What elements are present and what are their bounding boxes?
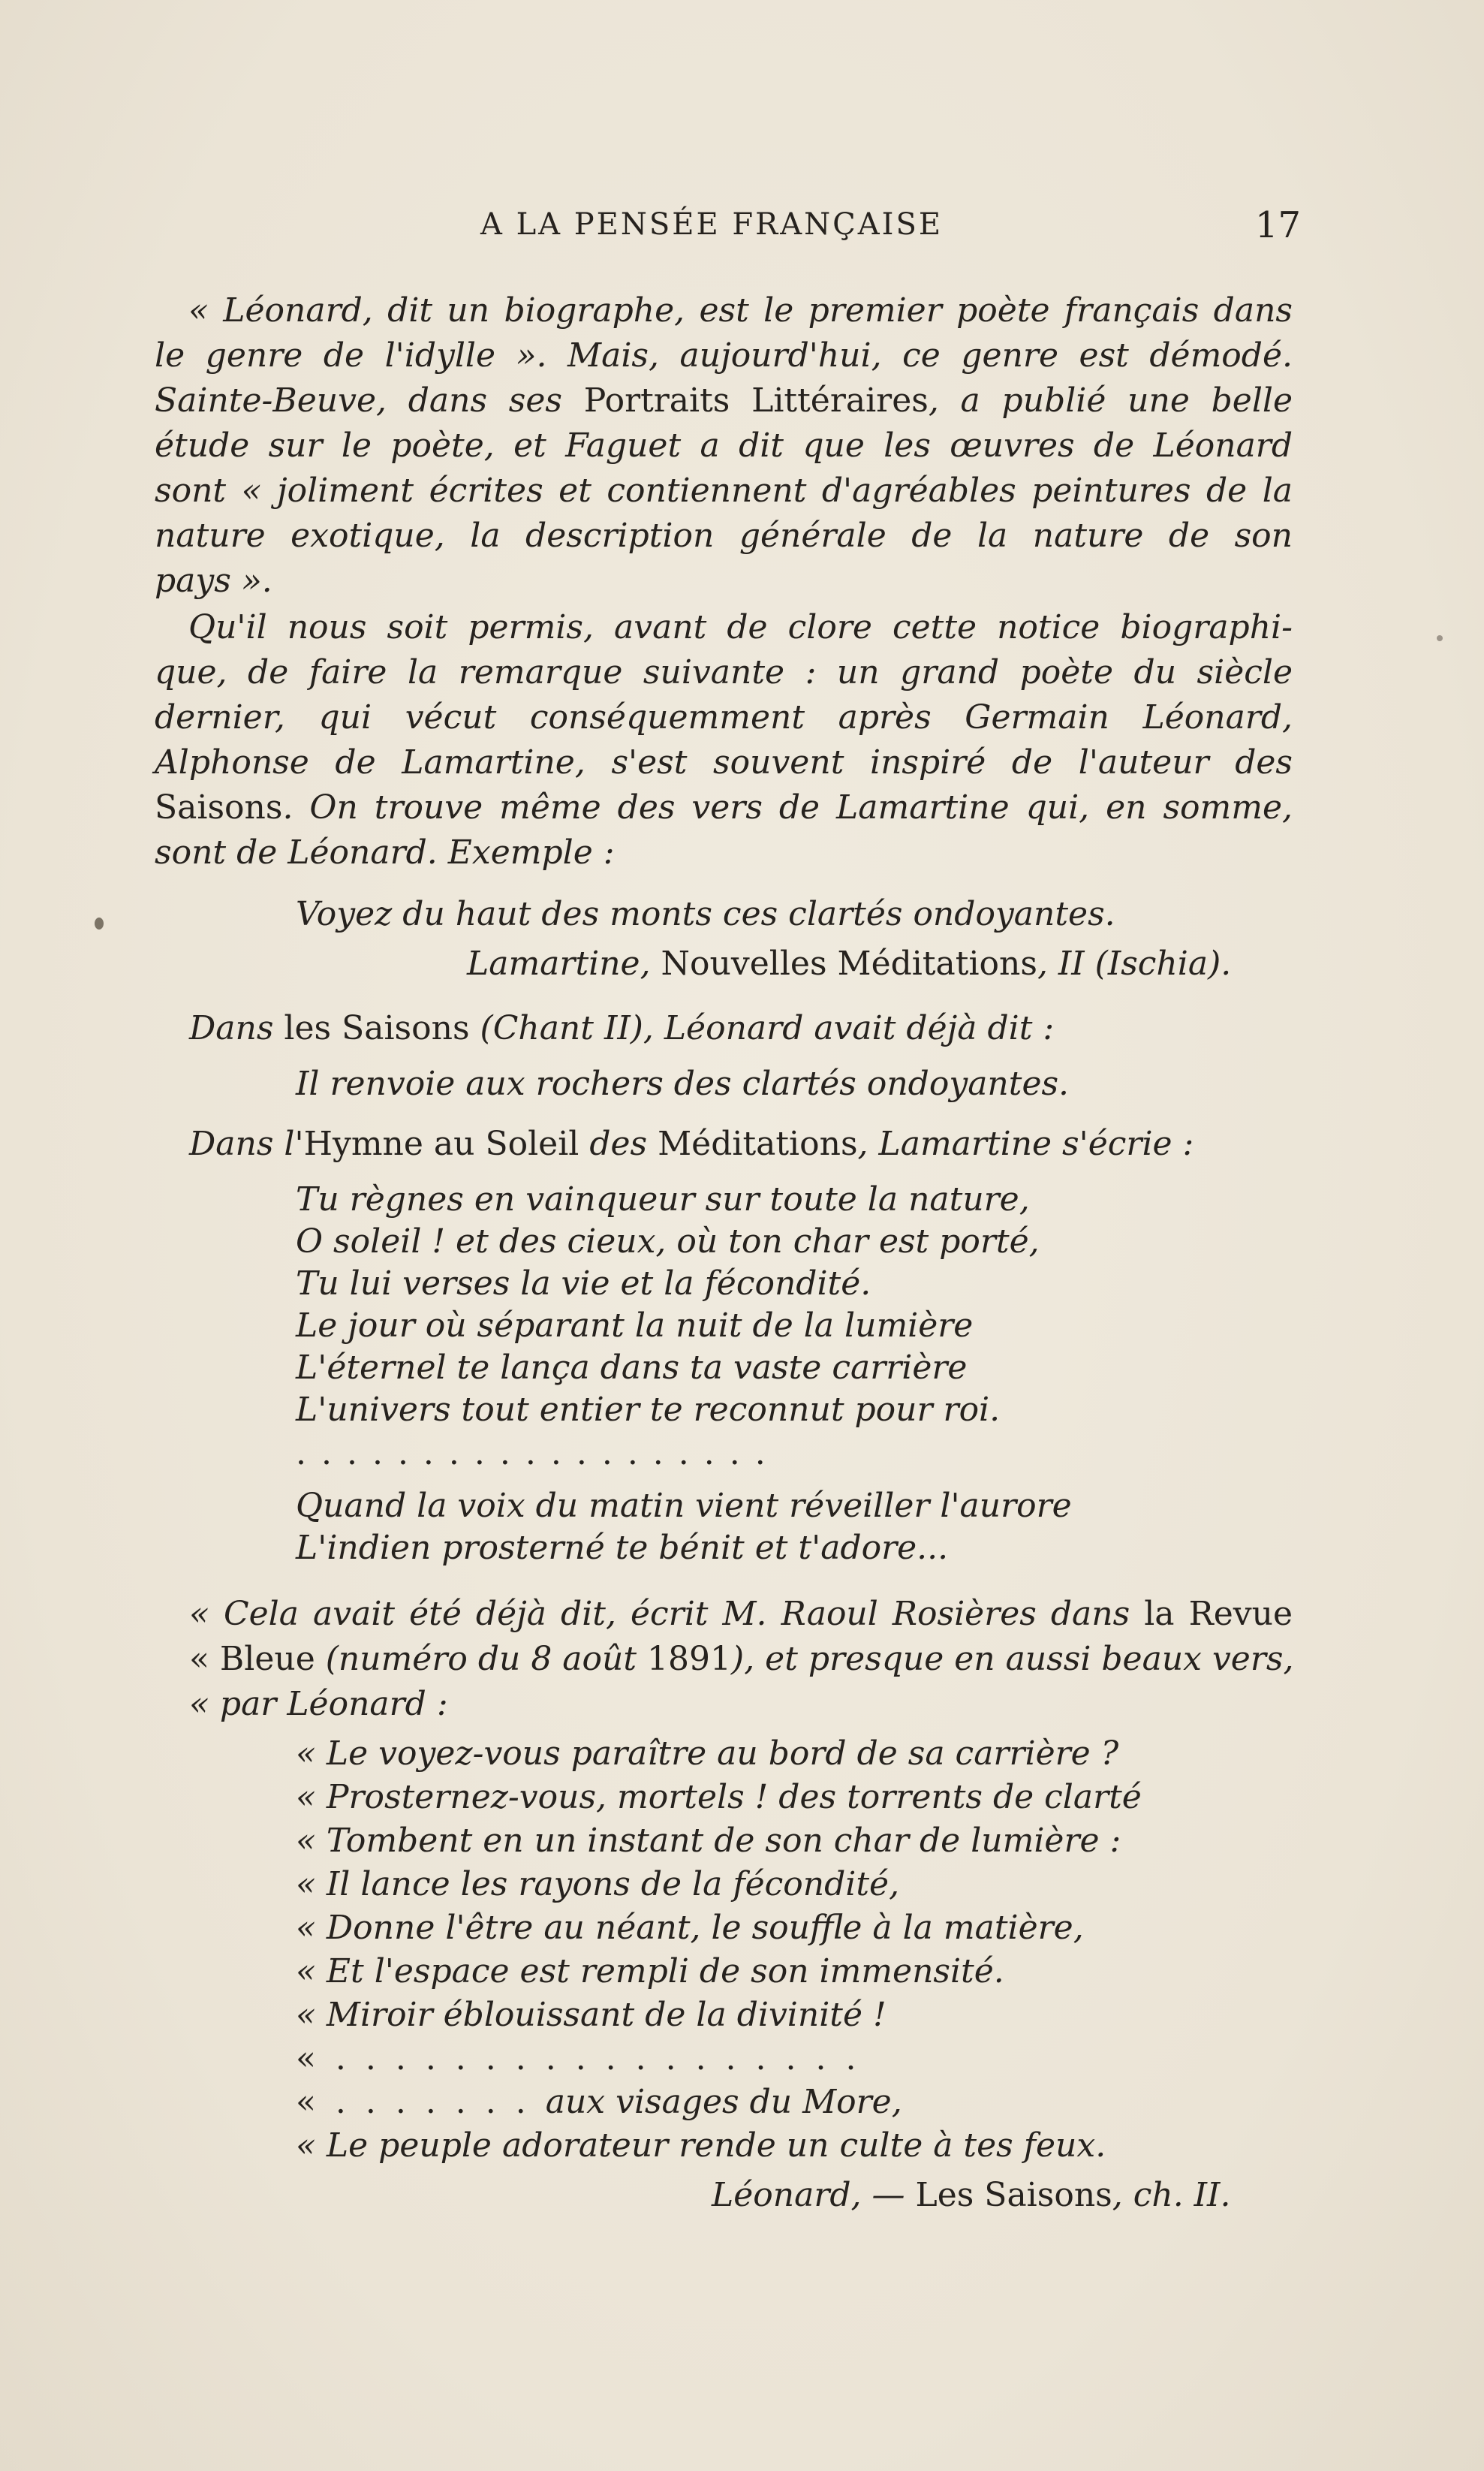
- book-title: Les Saisons: [915, 2176, 1112, 2214]
- text-line: dernier, qui vécut conséquemment après Germain Léonard,: [155, 698, 1293, 737]
- verse-line: Quand la voix du matin vient réveiller l'aurore: [296, 1487, 1072, 1525]
- text-line: que, de faire la remarque suivante : un grand poète du siècle: [155, 653, 1293, 692]
- quote-source: Lamartine, Nouvelles Méditations, II (Ischia).: [467, 945, 1232, 983]
- running-title: A LA PENSÉE FRANÇAISE: [480, 207, 944, 242]
- verse-line: « Miroir éblouissant de la divinité !: [296, 1996, 886, 2034]
- verse-line: « Donne l'être au néant, le souffle à la matière,: [296, 1909, 1084, 1947]
- quote-source: Léonard, — Les Saisons, ch. II.: [712, 2176, 1231, 2214]
- verse-line: Tu règnes en vainqueur sur toute la nature,: [296, 1180, 1030, 1219]
- book-title: Méditations: [658, 1125, 858, 1163]
- verse-line: Voyez du haut des monts ces clartés ondoyantes.: [296, 895, 1115, 933]
- book-title: Nouvelles Méditations: [661, 945, 1037, 983]
- book-title: Saisons: [155, 788, 283, 827]
- text-line: « par Léonard :: [189, 1685, 448, 1723]
- verse-line: Il renvoie aux rochers des clartés ondoyantes.: [296, 1065, 1070, 1103]
- book-title: les Saisons: [284, 1009, 470, 1047]
- text-line: étude sur le poète, et Faguet a dit que les œuvres de Léonard: [155, 426, 1293, 465]
- verse-line: Le jour où séparant la nuit de la lumière: [296, 1306, 974, 1345]
- margin-ink-mark: [95, 918, 104, 930]
- ellipsis-line: « . . . . . . . . . . . . . . . . . .: [296, 2039, 861, 2078]
- verse-line: « Tombent en un instant de son char de lumière :: [296, 1822, 1121, 1860]
- page-header: [0, 204, 1484, 252]
- verse-line: L'éternel te lança dans ta vaste carrière: [296, 1349, 968, 1387]
- book-title: Hymne au Soleil: [303, 1125, 579, 1163]
- paper-speck: [1437, 635, 1443, 641]
- text-line: Qu'il nous soit permis, avant de clore cette notice biographi-: [188, 608, 1293, 646]
- text-line: « Léonard, dit un biographe, est le premier poète français dans: [188, 291, 1293, 330]
- verse-line: « Et l'espace est rempli de son immensité.: [296, 1952, 1004, 1990]
- verse-line: O soleil ! et des cieux, où ton char est porté,: [296, 1222, 1040, 1261]
- page-number: 17: [1255, 204, 1302, 246]
- verse-line: « Le voyez-vous paraître au bord de sa carrière ?: [296, 1734, 1119, 1773]
- journal-title: « Bleue: [189, 1640, 315, 1678]
- journal-title: la Revue: [1144, 1595, 1293, 1633]
- verse-line: « Prosternez-vous, mortels ! des torrents de clarté: [296, 1778, 1142, 1816]
- verse-line: L'indien prosterné te bénit et t'adore...: [296, 1529, 949, 1567]
- verse-line: L'univers tout entier te reconnut pour roi.: [296, 1391, 1001, 1429]
- book-title: Portraits Littéraires: [583, 381, 929, 420]
- paragraph-3: Dans les Saisons (Chant II), Léonard avait déjà dit :: [189, 1009, 1055, 1047]
- text-line: pays ».: [155, 562, 272, 600]
- text-line: sont de Léonard. Exemple :: [155, 833, 615, 872]
- text-line: sont « joliment écrites et contiennent d'agréables peintures de la: [155, 472, 1293, 510]
- ellipsis-line: ...................: [296, 1434, 781, 1472]
- text-line: « Bleue (numéro du 8 août 1891), et presque en aussi beaux vers,: [189, 1640, 1294, 1678]
- text-line: nature exotique, la description générale de la nature de son: [155, 517, 1293, 555]
- verse-line: « Il lance les rayons de la fécondité,: [296, 1865, 900, 1903]
- text-line: Alphonse de Lamartine, s'est souvent inspiré de l'auteur des: [155, 743, 1293, 782]
- text-line: Sainte-Beuve, dans ses Portraits Littéraires, a publié une belle: [155, 381, 1293, 420]
- text-line: le genre de l'idylle ». Mais, aujourd'hui, ce genre est démodé.: [155, 336, 1293, 375]
- verse-line: « Le peuple adorateur rende un culte à tes feux.: [296, 2126, 1106, 2165]
- paragraph-4: Dans l'Hymne au Soleil des Méditations, Lamartine s'écrie :: [189, 1125, 1194, 1163]
- verse-line: Tu lui verses la vie et la fécondité.: [296, 1264, 871, 1303]
- verse-line: « . . . . . . . aux visages du More,: [296, 2083, 902, 2121]
- text-line: Saisons. On trouve même des vers de Lamartine qui, en somme,: [155, 788, 1293, 827]
- text-line: « Cela avait été déjà dit, écrit M. Raoul Rosières dans la Revue: [189, 1595, 1293, 1633]
